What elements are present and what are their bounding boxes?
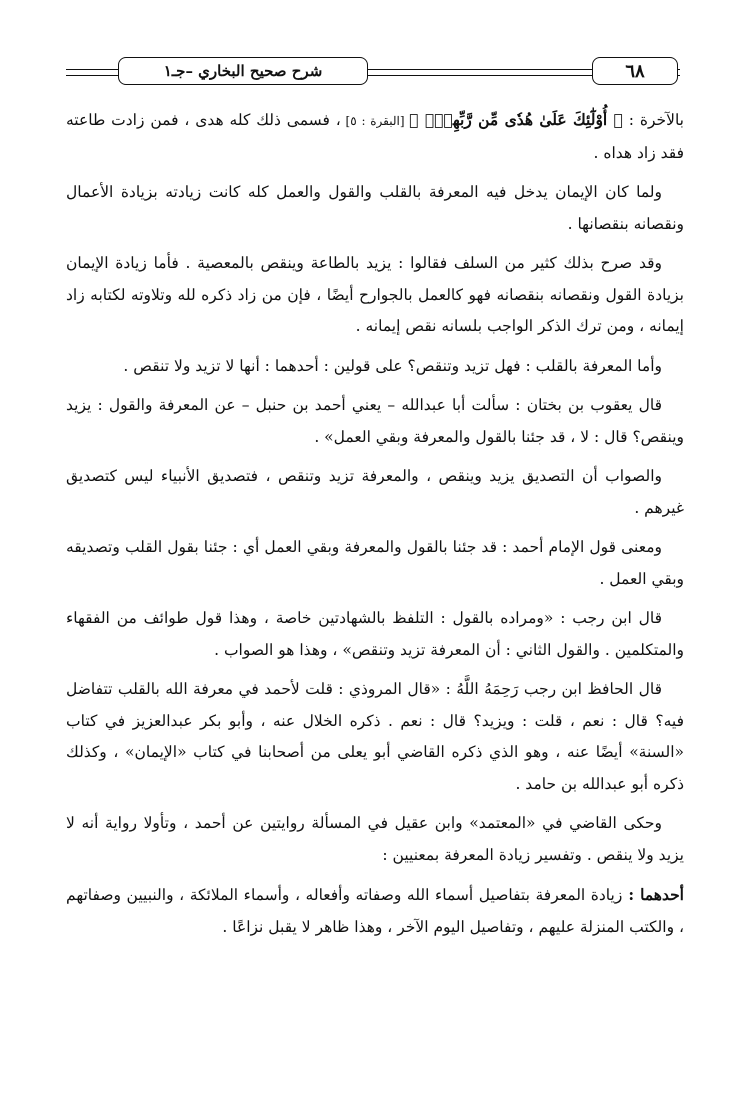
running-header [66,57,680,91]
verse-citation: [البقرة : ٥] [340,114,410,128]
paragraph: وقد صرح بذلك كثير من السلف فقالوا : يزيد بالطاعة وينقص بالمعصية . فأما زيادة الإيمان بزيادة القول ونقصانه بنقصانه فهو كالعمل بالجوارح أيضًا ، فإن من زاد ذكره لله وتلاوته لكتابه زاد إيمانه ، ومن ترك الذكر الواجب بلسانه نقص إيمانه . [66,254,684,335]
paragraph [66,104,684,169]
page-body [66,104,684,951]
quran-verse: ﴿ أُوْلَٰٓئِكَ عَلَىٰ هُدٗى مِّن رَّبِّهِمۡۖ ﴾ [409,110,623,129]
paragraph: ومعنى قول الإمام أحمد : قد جئنا بالقول والمعرفة وبقي العمل أي : جئنا بقول القلب وتصديقه وبقي العمل . [66,538,684,588]
paragraph: قال الحافظ ابن رجب رَحِمَهُ اللَّهُ : «قال المروذي : قلت لأحمد في معرفة الله بالقلب تتفاضل فيه؟ قال : نعم ، قلت : ويزيد؟ قال : نعم . ذكره الخلال عنه ، وأبو بكر عبدالعزيز في كتاب «السنة» أيضًا عنه ، وهو الذي ذكره القاضي أبو يعلى من أصحابنا في كتاب «الإيمان» ، وكذلك ذكره أبو عبدالله بن حامد . [66,680,684,793]
paragraph-text: ، فسمى ذلك كله هدى ، فمن زادت طاعته فقد زاد هداه . [66,111,684,162]
paragraph: وأما المعرفة بالقلب : فهل تزيد وتنقص؟ على قولين : أحدهما : أنها لا تزيد ولا تنقص . [123,356,662,375]
paragraph-text: بالآخرة : [622,111,684,129]
paragraph: قال ابن رجب : «ومراده بالقول : التلفظ بالشهادتين خاصة ، وهذا قول طوائف من الفقهاء والمتكلمين . والقول الثاني : أن المعرفة تزيد وتنقص» ، وهذا هو الصواب . [66,609,684,659]
paragraph: والصواب أن التصديق يزيد وينقص ، والمعرفة تزيد وتنقص ، فتصديق الأنبياء ليس كتصديق غيرهم . [66,467,684,517]
paragraph-text: زيادة المعرفة بتفاصيل أسماء الله وصفاته وأفعاله ، وأسماء الملائكة ، والنبيين وصفاتهم ، والكتب المنزلة عليهم ، وتفاصيل اليوم الآخر ، وهذا ظاهر لا يقبل نزاعًا . [66,886,684,936]
page-number: ٦٨ [592,57,678,85]
paragraph: قال يعقوب بن بختان : سألت أبا عبدالله – يعني أحمد بن حنبل – عن المعرفة والقول : يزيد وينقص؟ قال : لا ، قد جئنا بالقول والمعرفة وبقي العمل» . [66,396,684,446]
book-title: شرح صحيح البخاري –جـ١ [118,57,368,85]
paragraph-lead: أحدهما : [622,885,684,904]
paragraph: ولما كان الإيمان يدخل فيه المعرفة بالقلب والقول والعمل كله كانت زيادته بزيادة الأعمال ونقصانه بنقصانها . [66,183,684,233]
paragraph: وحكى القاضي في «المعتمد» وابن عقيل في المسألة روايتين عن أحمد ، وتأولا رواية أنه لا يزيد ولا ينقص . وتفسير زيادة المعرفة بمعنيين : [66,814,684,864]
paragraph [66,879,684,943]
